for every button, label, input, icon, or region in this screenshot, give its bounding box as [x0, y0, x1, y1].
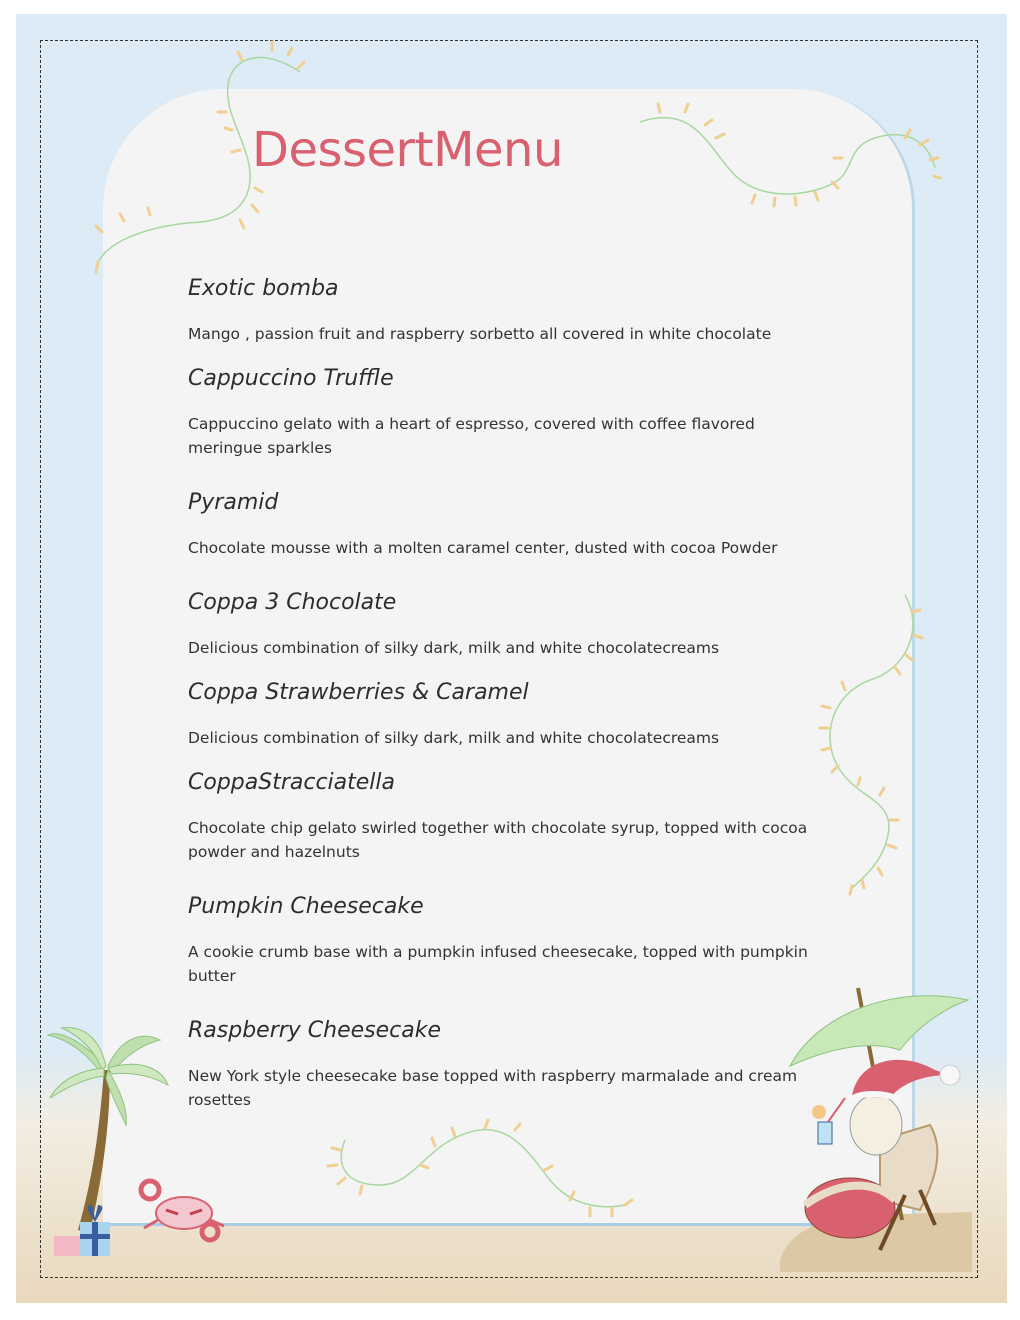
- dessert-name: Exotic bomba: [188, 276, 339, 301]
- dessert-description: A cookie crumb base with a pumpkin infused cheesecake, topped with pumpkin butter: [188, 943, 808, 985]
- vine-garland-icon: [640, 118, 935, 194]
- menu-title: DessertMenu: [252, 122, 563, 178]
- dessert-name: Coppa Strawberries & Caramel: [188, 680, 529, 705]
- dessert-description: Cappuccino gelato with a heart of espresso, covered with coffee flavored meringue sparkles: [188, 415, 755, 457]
- vine-garland-icon: [341, 1130, 625, 1207]
- dessert-description: Chocolate mousse with a molten caramel center, dusted with cocoa Powder: [188, 539, 778, 557]
- dessert-list: [188, 274, 828, 1112]
- crab-icon: [141, 1181, 224, 1240]
- dessert-name: Pumpkin Cheesecake: [188, 894, 424, 919]
- dessert-description: Chocolate chip gelato swirled together with chocolate syrup, topped with cocoa powder and hazelnuts: [188, 819, 808, 861]
- dessert-name: Coppa 3 Chocolate: [188, 590, 397, 615]
- dessert-description: Mango , passion fruit and raspberry sorbetto all covered in white chocolate: [188, 325, 772, 343]
- dessert-description: New York style cheesecake base topped with raspberry marmalade and cream rosettes: [188, 1067, 798, 1109]
- dessert-name: CoppaStracciatella: [188, 770, 396, 795]
- vine-garland-icon: [830, 595, 913, 890]
- gift-box-icon: [54, 1205, 110, 1256]
- dessert-name: Cappuccino Truffle: [188, 366, 394, 391]
- dessert-description: Delicious combination of silky dark, milk and white chocolatecreams: [188, 729, 720, 747]
- dessert-description: Delicious combination of silky dark, milk and white chocolatecreams: [188, 639, 720, 657]
- dessert-name: Raspberry Cheesecake: [188, 1018, 442, 1043]
- dessert-name: Pyramid: [188, 490, 279, 515]
